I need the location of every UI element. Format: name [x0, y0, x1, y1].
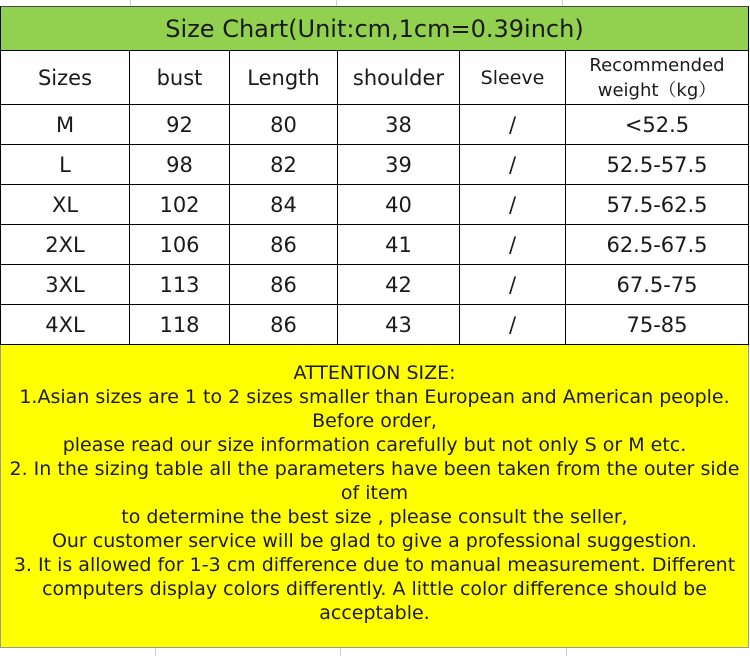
sleeve-cell: / — [460, 145, 566, 185]
attention-notice — [0, 345, 749, 648]
sleeve-cell: / — [460, 185, 566, 225]
shoulder-cell: 39 — [338, 145, 460, 185]
weight-cell: 52.5-57.5 — [566, 145, 749, 185]
gridline — [340, 648, 341, 656]
table-row — [1, 145, 749, 185]
shoulder-cell: 40 — [338, 185, 460, 225]
length-cell: 82 — [230, 145, 338, 185]
sleeve-cell: / — [460, 225, 566, 265]
length-cell: 86 — [230, 265, 338, 305]
header-shoulder: shoulder — [338, 51, 460, 105]
notice-line: to determine the best size , please consult the seller, — [121, 506, 628, 528]
header-recommended-weight-label: Recommended weight（kg） — [589, 54, 725, 101]
length-cell: 80 — [230, 105, 338, 145]
gridline — [566, 648, 567, 656]
weight-cell: 67.5-75 — [566, 265, 749, 305]
size-cell: M — [1, 105, 130, 145]
table-row — [1, 225, 749, 265]
shoulder-cell: 38 — [338, 105, 460, 145]
header-sleeve: Sleeve — [460, 51, 566, 105]
shoulder-cell: 41 — [338, 225, 460, 265]
bust-cell: 98 — [130, 145, 230, 185]
size-cell: 2XL — [1, 225, 130, 265]
bottom-gridline-strip — [0, 648, 750, 656]
bust-cell: 106 — [130, 225, 230, 265]
length-cell: 86 — [230, 305, 338, 345]
shoulder-cell: 42 — [338, 265, 460, 305]
size-cell: XL — [1, 185, 130, 225]
notice-line: 3. It is allowed for 1-3 cm difference due to manual measurement. Different — [13, 554, 736, 576]
length-cell: 84 — [230, 185, 338, 225]
table-header-row — [1, 51, 749, 105]
notice-line: Before order, — [312, 410, 437, 432]
size-table — [0, 50, 749, 345]
shoulder-cell: 43 — [338, 305, 460, 345]
header-bust: bust — [130, 51, 230, 105]
size-chart-title: Size Chart(Unit:cm,1cm=0.39inch) — [165, 14, 584, 43]
size-cell: 4XL — [1, 305, 130, 345]
table-row — [1, 265, 749, 305]
weight-cell: <52.5 — [566, 105, 749, 145]
gridline — [155, 648, 156, 656]
header-sizes: Sizes — [1, 51, 130, 105]
size-cell: L — [1, 145, 130, 185]
header-length: Length — [230, 51, 338, 105]
sleeve-cell: / — [460, 105, 566, 145]
header-recommended-weight — [566, 51, 749, 105]
table-row — [1, 105, 749, 145]
notice-line: 2. In the sizing table all the parameters have been taken from the outer side — [9, 458, 740, 480]
notice-line: Our customer service will be glad to give a professional suggestion. — [51, 530, 698, 552]
notice-line: of item — [340, 482, 409, 504]
length-cell: 86 — [230, 225, 338, 265]
weight-cell: 62.5-67.5 — [566, 225, 749, 265]
notice-line: please read our size information carefully but not only S or M etc. — [62, 434, 687, 456]
size-cell: 3XL — [1, 265, 130, 305]
bust-cell: 92 — [130, 105, 230, 145]
weight-cell: 75-85 — [566, 305, 749, 345]
notice-line: acceptable. — [319, 602, 430, 624]
bust-cell: 113 — [130, 265, 230, 305]
weight-cell: 57.5-62.5 — [566, 185, 749, 225]
notice-line: computers display colors differently. A little color difference should be — [42, 578, 707, 600]
bust-cell: 102 — [130, 185, 230, 225]
table-row — [1, 185, 749, 225]
notice-heading: ATTENTION SIZE: — [293, 362, 456, 384]
notice-line: 1.Asian sizes are 1 to 2 sizes smaller than European and American people. — [19, 386, 730, 408]
sleeve-cell: / — [460, 305, 566, 345]
table-row — [1, 305, 749, 345]
title-bar — [0, 6, 749, 50]
sleeve-cell: / — [460, 265, 566, 305]
bust-cell: 118 — [130, 305, 230, 345]
